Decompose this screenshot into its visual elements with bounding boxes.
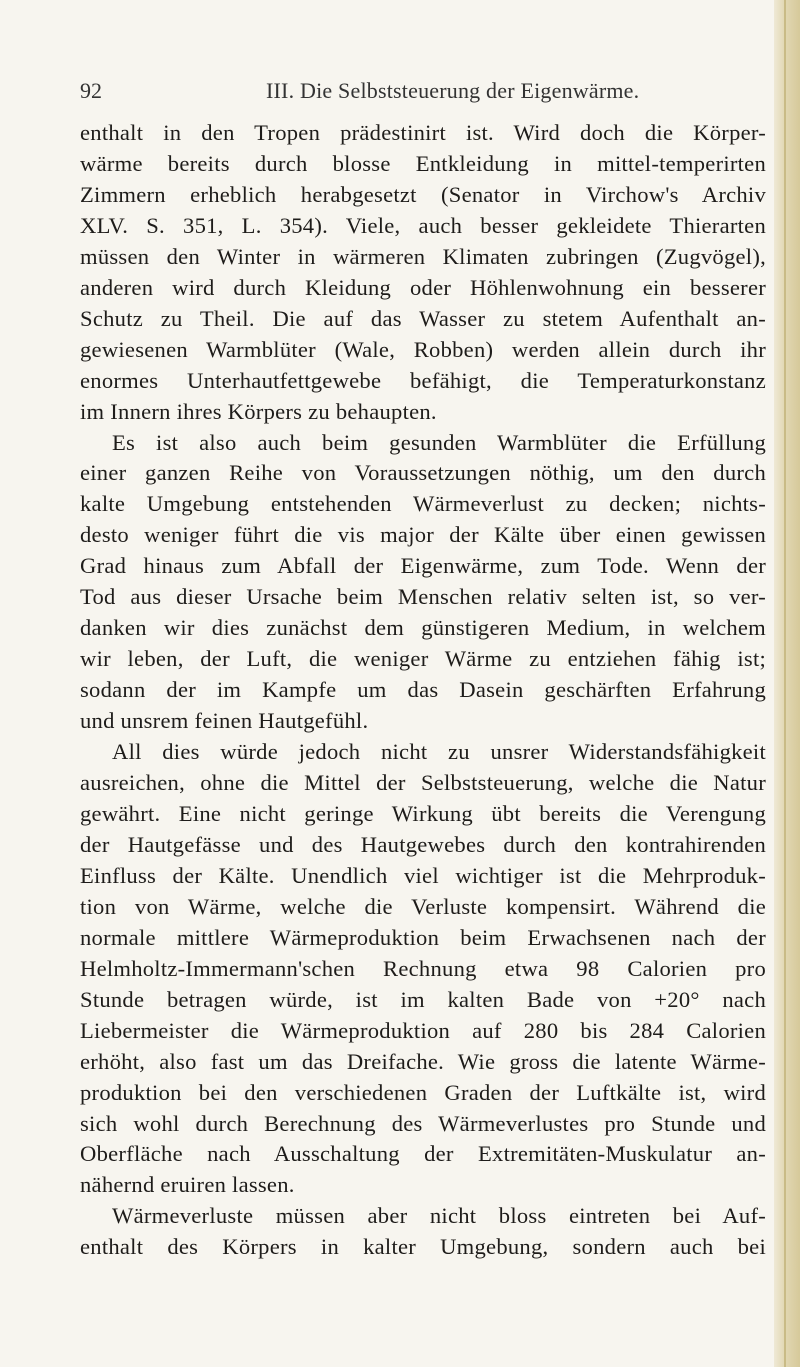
text-line: produktion bei den verschiedenen Graden der Luftkälte ist, wird [80,1079,766,1105]
text-line: wärme bereits durch blosse Entkleidung in mittel-temperirten [80,150,766,176]
text-line: Zimmern erheblich herabgesetzt (Senator in Virchow's Archiv [80,181,766,207]
text-line: der Hautgefässe und des Hautgewebes durch den kontrahirenden [80,831,766,857]
text-line: nähernd eruiren lassen. [80,1172,295,1198]
text-line: gewährt. Eine nicht geringe Wirkung übt bereits die Verengung [80,800,766,826]
text-line: erhöht, also fast um das Dreifache. Wie gross die latente Wärme- [80,1048,766,1074]
text-line: enormes Unterhautfettgewebe befähigt, die Temperaturkonstanz [80,367,766,393]
running-title: III. Die Selbststeuerung der Eigenwärme. [266,78,640,103]
running-header [80,78,740,108]
text-line: sich wohl durch Berechnung des Wärmeverlustes pro Stunde und [80,1110,766,1136]
text-line: sodann der im Kampfe um das Dasein geschärften Erfahrung [80,677,766,703]
text-line: Grad hinaus zum Abfall der Eigenwärme, zum Tode. Wenn der [80,553,766,579]
text-line: enthalt in den Tropen prädestinirt ist. Wird doch die Körper- [80,120,766,145]
text-line: Tod aus dieser Ursache beim Menschen relativ selten ist, so ver- [80,584,766,610]
text-line: kalte Umgebung entstehenden Wärmeverlust zu decken; nichts- [80,491,766,517]
text-line: Helmholtz-Immermann'schen Rechnung etwa 98 Calorien pro [80,955,766,981]
text-line: desto weniger führt die vis major der Kälte über einen gewissen [80,522,766,548]
text-line: enthalt des Körpers in kalter Umgebung, sondern auch bei [80,1234,766,1260]
text-line: Wärmeverluste müssen aber nicht bloss eintreten bei Auf- [112,1203,766,1229]
text-line: Einfluss der Kälte. Unendlich viel wichtiger ist die Mehrproduk- [80,862,766,888]
text-line: Oberfläche nach Ausschaltung der Extremitäten-Muskulatur an- [80,1141,766,1167]
page-edge-line [784,0,786,1367]
text-line: All dies würde jedoch nicht zu unsrer Widerstandsfähigkeit [112,739,766,765]
text-line: tion von Wärme, welche die Verluste kompensirt. Während die [80,893,766,919]
text-line: Stunde betragen würde, ist im kalten Bade von +20° nach [80,986,766,1012]
text-line: anderen wird durch Kleidung oder Höhlenwohnung ein besserer [80,274,766,300]
text-line: im Innern ihres Körpers zu behaupten. [80,398,437,424]
page-number: 92 [80,78,102,103]
text-line: danken wir dies zunächst dem günstigeren Medium, in welchem [80,615,766,641]
page-edge [774,0,800,1367]
text-line: normale mittlere Wärmeproduktion beim Erwachsenen nach der [80,924,766,950]
text-line: Liebermeister die Wärmeproduktion auf 280 bis 284 Calorien [80,1017,766,1043]
text-line: ausreichen, ohne die Mittel der Selbststeuerung, welche die Natur [80,770,766,796]
text-line: und unsrem feinen Hautgefühl. [80,708,369,734]
text-line: müssen den Winter in wärmeren Klimaten zubringen (Zugvögel), [80,243,766,269]
text-line: wir leben, der Luft, die weniger Wärme zu entziehen fähig ist; [80,646,766,672]
text-line: einer ganzen Reihe von Voraussetzungen nöthig, um den durch [80,460,766,486]
text-line: Schutz zu Theil. Die auf das Wasser zu stetem Aufenthalt an- [80,305,766,331]
text-line: Es ist also auch beim gesunden Warmblüter die Erfüllung [112,429,766,455]
text-line: gewiesenen Warmblüter (Wale, Robben) werden allein durch ihr [80,336,766,362]
text-line: XLV. S. 351, L. 354). Viele, auch besser gekleidete Thierarten [80,212,766,238]
body-text [80,118,766,1263]
